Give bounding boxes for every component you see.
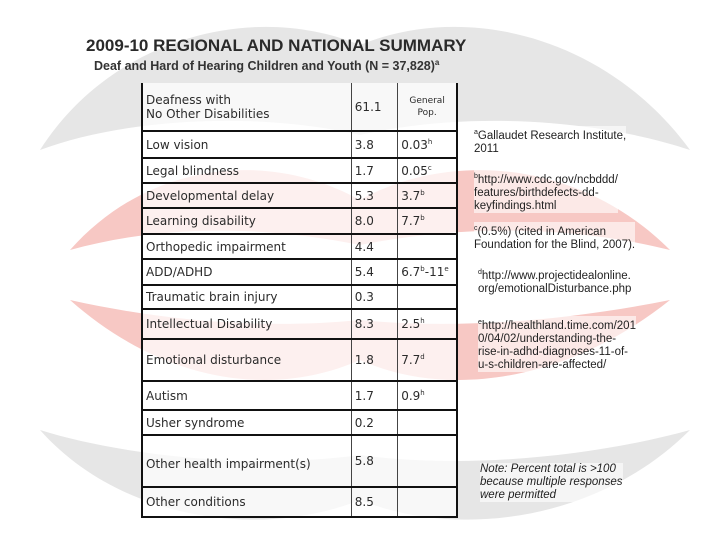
footnote-mark: d [420, 353, 425, 361]
percent-cell: 8.5 [351, 487, 397, 517]
general-pop-cell [398, 381, 457, 410]
summary-table [141, 83, 458, 518]
footnote-line: u-s-children-are-affected/ [478, 358, 607, 371]
condition-cell: Developmental delay [142, 183, 351, 208]
general-pop-header-line: General [409, 95, 445, 106]
footnote-line: keyfindings.html [474, 199, 557, 212]
condition-cell: Orthopedic impairment [142, 234, 351, 259]
condition-label: No Other Disabilities [146, 106, 270, 121]
general-pop-cell [398, 183, 457, 208]
footnote-text: http://healthland.time.com/201 [481, 319, 636, 332]
percent-cell: 5.3 [351, 183, 397, 208]
subtitle-footnote-mark: a [434, 58, 440, 67]
footnote-mark: b [420, 214, 425, 222]
percent-cell: 5.4 [351, 259, 397, 285]
footnote-c [474, 222, 635, 252]
footnote-line [474, 126, 626, 143]
condition-cell: ADD/ADHD [142, 259, 351, 285]
condition-cell [142, 83, 351, 131]
percent-cell: 5.8 [351, 435, 397, 487]
general-pop-cell [398, 208, 457, 234]
condition-cell: Emotional disturbance [142, 339, 351, 381]
general-pop-cell [398, 410, 457, 435]
footnote-mark: b [420, 188, 425, 197]
footnote-b [474, 170, 618, 213]
percent-cell: 1.7 [351, 158, 397, 183]
note-line: were permitted [480, 489, 557, 501]
footnote-mark: e [444, 265, 449, 273]
table-row [142, 339, 457, 381]
footnote-mark: a [474, 129, 478, 136]
general-pop-cell [398, 435, 457, 487]
general-pop-value: 7.7 [401, 353, 421, 367]
general-pop-cell [398, 158, 457, 183]
footnote-line [474, 222, 635, 239]
general-pop-cell [398, 285, 457, 309]
footnote-d [478, 266, 631, 296]
table-row [142, 208, 457, 234]
footnote-line [478, 266, 631, 283]
percent-cell: 61.1 [351, 83, 397, 131]
table-row [142, 183, 457, 208]
condition-cell: Other health impairment(s) [142, 435, 351, 487]
page-title: 2009-10 REGIONAL AND NATIONAL SUMMARY [86, 36, 467, 55]
table-row [142, 435, 457, 487]
condition-cell: Usher syndrome [142, 410, 351, 435]
general-pop-value: 3.7 [401, 188, 421, 203]
table-row [142, 410, 457, 435]
footnote-text: http://www.cdc.gov/ncbddd/ [477, 173, 618, 186]
footnote-mark: c [474, 225, 478, 232]
general-pop-value: 2.5 [401, 317, 421, 331]
footnote-a [474, 126, 626, 156]
general-pop-value: 0.9 [401, 388, 421, 403]
general-pop-cell [398, 131, 457, 158]
general-pop-value: 0.03 [401, 137, 428, 152]
footnote-mark: e [478, 319, 482, 326]
general-pop-header-line: Pop. [417, 107, 437, 118]
percent-total-note [480, 463, 623, 502]
footnote-line: 0/04/02/understanding-the- [478, 332, 617, 345]
general-pop-header [398, 83, 457, 131]
footnote-line [478, 316, 636, 333]
percent-cell: 8.3 [351, 309, 397, 339]
condition-cell: Legal blindness [142, 158, 351, 183]
page-subtitle [94, 58, 439, 73]
footnote-text: Gallaudet Research Institute, [477, 129, 627, 142]
note-line: Note: Percent total is >100 [480, 463, 616, 475]
note-line: because multiple responses [480, 476, 623, 488]
general-pop-cell [398, 234, 457, 259]
table-row [142, 83, 457, 131]
general-pop-cell [398, 339, 457, 381]
condition-label: Deafness with [146, 92, 231, 107]
footnote-line: org/emotionalDisturbance.php [478, 282, 632, 295]
footnote-line [474, 170, 618, 187]
general-pop-value: 6.7 [401, 265, 421, 279]
general-pop-cell [398, 487, 457, 517]
percent-cell: 4.4 [351, 234, 397, 259]
footnote-text: (0.5%) (cited in American [477, 225, 606, 238]
footnote-line: 2011 [474, 142, 499, 155]
condition-cell: Learning disability [142, 208, 351, 234]
general-pop-value: -11 [424, 265, 445, 279]
condition-cell: Autism [142, 381, 351, 410]
table-row [142, 158, 457, 183]
percent-cell: 0.2 [351, 410, 397, 435]
footnote-mark: b [474, 173, 478, 180]
subtitle-text: Deaf and Hard of Hearing Children and Youth (N = 37,828) [94, 59, 435, 74]
footnote-line: Foundation for the Blind, 2007). [474, 238, 636, 251]
footnote-text: http://www.projectidealonline. [481, 269, 631, 282]
table-row [142, 234, 457, 259]
table-row [142, 131, 457, 158]
condition-cell: Low vision [142, 131, 351, 158]
footnote-mark: h [420, 317, 425, 325]
condition-cell: Traumatic brain injury [142, 285, 351, 309]
table-row [142, 309, 457, 339]
table-row [142, 487, 457, 517]
condition-cell: Other conditions [142, 487, 351, 517]
footnote-line: features/birthdefects-dd- [474, 186, 599, 199]
footnote-mark: b [420, 265, 425, 273]
footnote-mark: c [427, 163, 432, 172]
percent-cell: 1.7 [351, 381, 397, 410]
table-row [142, 381, 457, 410]
footnote-line: rise-in-adhd-diagnoses-11-of- [478, 345, 628, 358]
general-pop-value: 7.7 [401, 214, 421, 228]
table-row [142, 259, 457, 285]
table-row [142, 285, 457, 309]
percent-cell: 3.8 [351, 131, 397, 158]
footnote-mark: d [478, 269, 482, 276]
general-pop-cell [398, 259, 457, 285]
percent-cell: 1.8 [351, 339, 397, 381]
condition-cell: Intellectual Disability [142, 309, 351, 339]
general-pop-value: 0.05 [401, 163, 428, 178]
footnote-e [478, 316, 636, 372]
percent-cell: 8.0 [351, 208, 397, 234]
percent-cell: 0.3 [351, 285, 397, 309]
footnote-mark: h [427, 137, 433, 146]
general-pop-cell [398, 309, 457, 339]
footnote-mark: h [420, 388, 425, 397]
